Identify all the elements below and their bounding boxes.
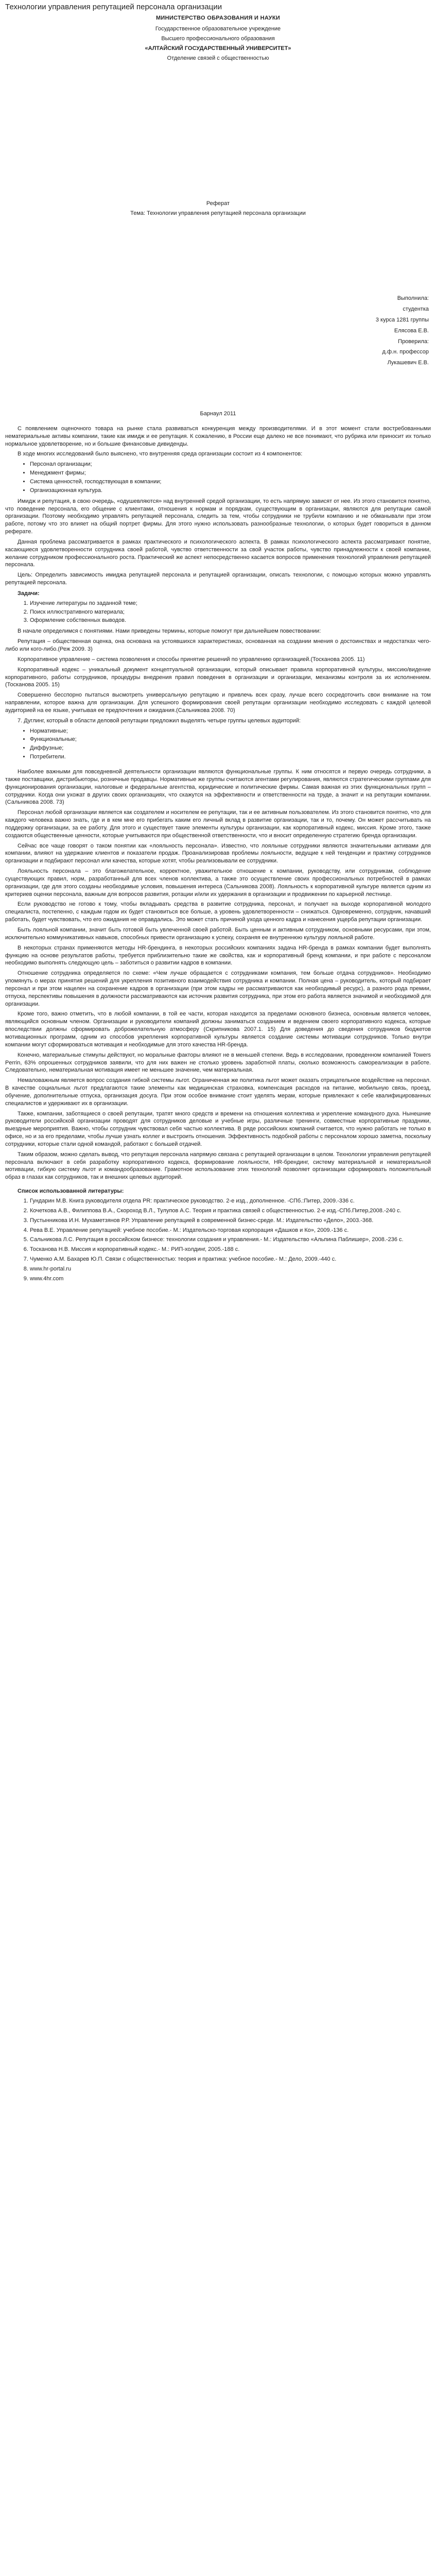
references: [5, 1188, 431, 1282]
tasks-list: [5, 600, 431, 625]
reference-link[interactable]: 8. www.hr-portal.ru: [30, 1265, 431, 1273]
definition-corp-code: Корпоративный кодекс – уникальный документ концептуальной организации, который описывает правила корпоративной культуры, миссию/видение корпоративного, работы сотрудников, процедуры внедрения правил поведения в организации и организации, механизмы контроля за их исполнением. (Тосканова 2005. 15): [5, 666, 431, 688]
checker-role: д.ф.н. профессор: [382, 349, 429, 355]
paragraph: Лояльность персонала – это благожелательное, корректное, уважительное отношение к компании, руководству, или сотрудникам, соблюдение существующих правил, норм, разработанный для всех членов коллектива, а также это осуществление своих профессиональных потребностей в рамках организации, где для этого созданы необходимые условия, повышения интереса (Сальникова 2008). Лояльность к корпоративной культуре является одним из критериев оценки персонала, важным для вопросов развития, ротации и/или их удержания в организации и продвижении по карьерной лестнице.: [5, 868, 431, 897]
references-list: [5, 1197, 431, 1283]
list-item: 3. Оформление собственных выводов.: [30, 617, 431, 624]
performer-role: студентка: [403, 306, 429, 312]
list-item: • Система ценностей, господствующая в компании;: [30, 478, 431, 486]
list-item: • Менеджмент фирмы;: [30, 469, 431, 477]
education-level: Высшего профессионального образования: [161, 35, 275, 42]
list-item: 2. Поиск иллюстративного материала;: [30, 608, 431, 616]
ministry-name: МИНИСТЕРСТВО ОБРАЗОВАНИЯ И НАУКИ: [155, 15, 281, 22]
references-heading: Список использованной литературы:: [18, 1188, 124, 1195]
paragraph: Совершенно бесспорно пытаться высмотреть универсальную репутацию и привлечь всех сразу, лучше всего сосредоточить свои внимание на том направлении, которое важна для организации. Для успешного формирования своей репутации организации необходимо исследовать с каждой целевой аудиторией на ее языке, учитывая ее предпочтения и ожидания.(Сальникова 2008. 70): [5, 692, 431, 714]
work-type: Реферат: [206, 200, 230, 207]
paragraph: Если руководство не готово к тому, чтобы вкладывать средства в развитие сотрудника, персонал, и получает на выходе корпоративной молодого специалиста, постепенно, с каждым годом их будет становиться все больше, а уровень удовлетворенности – снижаться. Одновременно, сотрудник, начавший работать, будет чувствовать, что его ожидания не оправдались. Это может стать причиной ухода ценного кадра и нанесения ущерба репутации организации.: [5, 901, 431, 923]
definitions: [5, 638, 431, 761]
paragraph: Быть лояльной компании, значит быть готовой быть увлеченной своей работой. Быть ценным и активным сотрудником, основными ресурсами, при этом, исключительно коммуникативных навыков, способных привести организацию к успеху, сохраняя ее внутреннюю культуру лояльной работе.: [5, 927, 431, 941]
paragraph: Конечно, материальные стимулы действуют, но моральные факторы влияют не в меньшей степени. Ведь в исследовании, проведенном компанией Towers Perrin, 63% опрошенных сотрудников заявили, что для них важен не столько уровень заработной платы, сколько возможность самореализации в работе. Следовательно, нематериальная мотивация имеет не меньшее значение, чем материальная.: [5, 1052, 431, 1074]
reference-item: 5. Сальникова Л.С. Репутация в российском бизнесе: технологии создания и управления.- М.: Издательство «Альпина Паблишер», 2008.-236 с.: [30, 1236, 431, 1244]
main-body: [5, 768, 431, 1181]
reference-item: 7. Чуменко А.М. Бахарев Ю.П. Связи с общественностью: теория и практика: учебное пособие.- М.: Дело, 2009.-440 с.: [30, 1256, 431, 1263]
title-page: [5, 14, 431, 418]
reference-item: 3. Пустынникова И.Н. Мухаметзянов Р.Р. Управление репутацией в современной бизнес-среде. М.: Издательство «Дело», 2003.-368.: [30, 1217, 431, 1225]
paragraph: Отношение сотрудника определяется по схеме: «Чем лучше обращается с сотрудниками компания, тем больше отдача сотрудников». Необходимо упомянуть о мерах принятия решений для укрепления позитивного взаимодействия сотрудника и компании. Полная цена – руководитель, который подбирает персонал и при этом нацелен на сохранение кадров в организации (при этом кадры не рассматриваются как необходимый ресурс), а разного рода премии, отпуска, перспективы повышения в должности рассматриваются как источник развития сотрудника, при этом его работа является значимой и необходимой для организации.: [5, 970, 431, 1007]
tasks-heading: Задачи:: [18, 590, 40, 597]
paragraph: Данная проблема рассматривается в рамках практического и психологического аспекта. В рамках психологического аспекта рассматривают понятие, касающиеся удовлетворенности сотрудника своей работой, чувство ответственности за свой участок работы, чувство принадлежности к своей компании, желание сотрудником профессионального роста. Практический же аспект непосредственно касается вопросов применения технологий управления репутацией персонала.: [5, 538, 431, 568]
performer-label: Выполнила:: [397, 295, 429, 302]
paragraph: Сейчас все чаще говорят о таком понятии как «лояльность персонала». Известно, что лояльные сотрудники являются значительными активами для компании, влияют на удержание клиентов и показатели продаж. Проанализировав проблемы лояльности, ведущие к ней тенденции и практику сотрудников организации и подбирают персонал или качества, которые хотят, чтобы реализовывали ее сотрудники.: [5, 842, 431, 865]
paragraph: Имидж и репутация, в свою очередь, «одушевляются» над внутренней средой организации, то есть напрямую зависят от нее. Из этого становится понятно, что поведение персонала, его общение с клиентами, отношения к нормам и порядкам, существующим в организации, являются для репутации самой организации. Поэтому необходимо управлять репутацией персонала, следить за тем, чтобы сотрудники не трубили компанию и не обманывали при этом работе, потому что это влияет на общий портрет фирмы. Для этого нужно использовать разнообразные технологии, о которых будет говориться в данном реферате.: [5, 498, 431, 535]
definition-reputation: Репутация – общественная оценка, она основана на устоявшихся характеристиках, основанная на создании мнения о достоинствах и недостатках чего-либо или кого-либо.(Реж 2009. 3): [5, 638, 431, 652]
list-item: • Диффузные;: [30, 744, 431, 752]
audiences-list: [5, 727, 431, 761]
components-list: [5, 461, 431, 494]
paragraph: Немаловажным является вопрос создания гибкой системы льгот. Ограниченная же политика льгот может оказать отрицательное воздействие на персонал. В качестве социальных льгот предлагаются такие элементы как медицинская страховка, компенсация расходов на питание, мобильную связь, проезд, обучение, дополнительные отпуска, организация досуга. При этом особое внимание стоит уделять мерам, которые привлекают к себе квалифицированных специалистов и удерживают их в организации.: [5, 1077, 431, 1107]
author-block: [5, 295, 431, 367]
reference-link[interactable]: 9. www.4hr.com: [30, 1275, 431, 1283]
institution-type: Государственное образовательное учреждение: [155, 26, 281, 32]
paragraph: В ходе многих исследований было выяснено, что внутренняя среда организации состоит из 4 компонентов:: [18, 451, 303, 457]
goal-paragraph: Цель: Определить зависимость имиджа репутацией персонала и репутацией организации, описать технологии, с помощью которых можно управлять репутацией персонала.: [5, 572, 431, 586]
document-title: Технологии управления репутацией персонала организации: [5, 3, 222, 11]
list-item: • Функциональные;: [30, 736, 431, 743]
student-group: 3 курса 1281 группы: [375, 316, 429, 323]
definition-corp-management: Корпоративное управление – система позволения и способы принятие решений по управлению организацией.(Тосканова 2005. 11): [18, 656, 365, 663]
checker-label: Проверила:: [398, 338, 429, 345]
paragraph: В некоторых странах применяются методы HR-брендинга, в некоторых российских компаниях задача HR-бренда в рамках компании будет выполнять функцию на основе результатов работы, требуется приблизительно такие же свойства, как и корпоративный бренд компании, и при работе с персоналом необходимо выполнять следующую цель – заботиться о развитии кадров в компании.: [5, 944, 431, 967]
paragraph: В начале определимся с понятиями. Нами приведены термины, которые помогут при дальнейшем повествовании:: [18, 628, 321, 635]
reference-item: 2. Кочеткова А.В., Филиппова В.А., Скороход В.Л., Тулупов А.С. Теория и практика связей с общественностью. 2-е изд.-СПб.Питер,2008.-240 с.: [30, 1207, 431, 1215]
list-item: • Нормативные;: [30, 727, 431, 735]
paragraph: Наиболее важными для повседневной деятельности организации являются функциональные группы. К ним относятся и первую очередь сотрудники, а также поставщики, дистрибьюторы, розничные продавцы. Нормативные же группы считаются агентами регулирования, являются стратегическими группами для функционирования организации, налоговые и федеральные агентства, юридические и политические фирмы. Самая важная из этих функциональных групп – сотрудники. Когда они ухожат в других своих организациях, что скажутся на эффективности и ответственности на труде, а значит и на репутации компании.(Сальникова 2008. 73): [5, 768, 431, 806]
teacher-name: Лукашевич Е.В.: [387, 360, 429, 366]
conclusion-paragraph: Таким образом, можно сделать вывод, что репутация персонала напрямую связана с репутацией организации в целом. Технологии управления репутацией персонала включают в себя разработку корпоративного кодекса, формирование лояльности, HR-брендинг, систему материальной и нематериальной мотивации, гибкую систему льгот и командообразование. Грамотное использование этих технологий позволяет организации сформировать положительный образ в глазах как сотрудников, так и внешних целевых аудиторий.: [5, 1151, 431, 1181]
reference-item: 4. Рева В.Е. Управление репутацией: учебное пособие.- М.: Издательско-торговая корпорация «Дашков и Ко», 2009.-136 с.: [30, 1227, 431, 1234]
reference-item: 6. Тосканова Н.В. Миссия и корпоративный кодекс.- М.: РИП-холдинг, 2005.-188 с.: [30, 1246, 431, 1253]
reference-item: 1. Гундарин М.В. Книга руководителя отдела PR: практическое руководство. 2-е изд., дополненное. -СПб.:Питер, 2009.-336 с.: [30, 1197, 431, 1205]
list-item: • Персонал организации;: [30, 461, 431, 468]
university-name: «АЛТАЙСКИЙ ГОСУДАРСТВЕННЫЙ УНИВЕРСИТЕТ»: [145, 45, 291, 52]
list-item: • Организационная культура.: [30, 487, 431, 495]
paragraph: Персонал любой организации является как создателем и носителем ее репутации, так и ее активным пользователем. Из этого становится понятно, что для каждого человека важно знать, где и в кем мне его прибегать каким его личный вклад в развитие организации, так и то, почему. Он может рассчитывать на поддержку организации, за ее работу. Для этого и существует такие элементы культуры организации, как корпоративный кодекс, миссия. Кроме этого, также создаются общественные ценности, которые учитываются при общественной ответственности, что и вносит определенную стратегию бренда организации.: [5, 809, 431, 839]
paragraph: 7. Дуглинг, который в области деловой репутации предложил выделять четыре группы целевых аудиторий:: [18, 717, 301, 724]
student-name: Елясова Е.В.: [394, 327, 429, 334]
department-name: Отделение связей с общественностью: [167, 55, 269, 61]
list-item: 1. Изучение литературы по заданной теме;: [30, 600, 431, 607]
paragraph: С появлением оценочного товара на рынке стала развиваться конкуренция между производителями. И в этот момент стали востребованными нематериальные активы компании, такие как имидж и ее репутация. К сожалению, в России еще далеко не все понимают, что рубрика или приносит их только нормальное удовлетворение, но и большие финансовые дивиденды.: [5, 425, 431, 447]
introduction: [5, 425, 431, 635]
paragraph: Также, компании, заботящиеся о своей репутации, тратят много средств и времени на отношения коллектива и укрепление командного духа. Нынешние руководители российской организации проводят для сотрудников деловые и учебные игры, различные тренинги, совместные корпоративные праздники, выездные мероприятия. Важно, чтобы сотрудник чувствовал себя частью коллектива. В ряде российских компаний считается, что нужно работать не только в офисе, но и за его пределами, чтобы лучше узнать коллег и выстроить отношения. Эффективность подобной работы с персоналом хорошо заметна, поскольку сотрудники, которые стали одной командой, работают с большей отдачей.: [5, 1110, 431, 1147]
city-year: Барнаул 2011: [200, 411, 236, 417]
paragraph: Кроме того, важно отметить, что в любой компании, в той ее части, которая находится за пределами основного бизнеса, основным является человек, являющийся основным членом. Организации и руководители компаний должны заниматься созданием и ведением своего корпоративного кодекса, которые впоследствии должны сформировать доброжелательную атмосферу (Скрипникова 2007.1. 15) Для доведения до сведения сотрудников бюджетов мотивационных программ, одним из способов укрепления корпоративной культуры является создание системы мотивации сотрудников. Только внутри компании могут сформироваться мотивация и необходимые для этого качества HR-бренда.: [5, 1011, 431, 1048]
work-topic: Тема: Технологии управления репутацией персонала организации: [130, 210, 306, 217]
list-item: • Потребители.: [30, 753, 431, 761]
